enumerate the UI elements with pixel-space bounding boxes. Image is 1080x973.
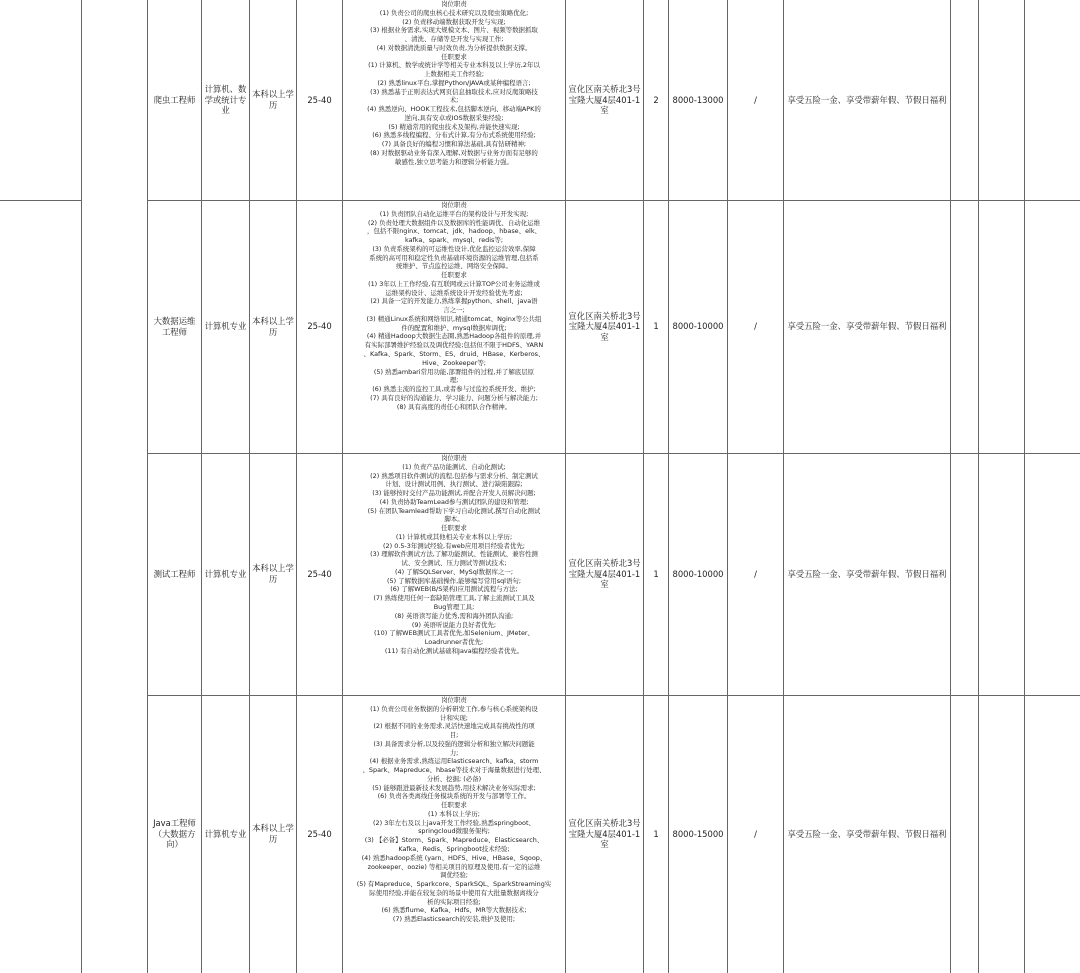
extra-cell: / [754,94,757,105]
table-row [0,0,1080,200]
location-cell: 宣化区南关桥北3号宝隆大厦4层401-1室 [568,818,641,850]
table-row [0,453,1080,695]
benefits-cell: 享受五险一金、享受带薪年假、节假日福利 [787,568,947,579]
age-cell: 25-40 [307,321,332,332]
table-row [0,200,1080,453]
requirements-cell: 岗位职责 (1) 负责产品功能测试、自动化测试; (2) 熟悉项目软件测试的流程,包括参与需求分析、制定测试 计划、设计测试用例、执行测试、进行缺陷跟踪; (3) 能够按时交付产品功能测试,并配合开发人员解决问题; (4) 负责协助TeamLead参与测试团队的建设和管理; (5) 在团队Teamlead帮助下学习自动化测试,撰写自动化测试 脚本。 任职要求 (1) 计算机或其他相关专业本科以上学历; (2) 0.5-3年测试经验,有web应用项目经验者优先; (3) 理解软件测试方法,了解功能测试、性能测试、兼容性测 试、安全测试、压力测试等测试技术; (4) 了解SQLServer、MySql数据库之一; (5) 了解数据库基础操作,能够编写常用sql语句; (6) 了解WEB(B/S架构)应用测试流程与方法; (7) 熟练使用任何一套缺陷管理工具,了解主流测试工具及 Bug管理工具; (8) 英语读写能力优秀,需和海外团队沟通; (9) 英语听说能力良好者优先; (10) 了解WEB测试工具者优先,如Selenium、JMeter、 Loadrunner者优先; (11) 有自动化测试基础和Java编程经验者优先。 [367,454,541,655]
salary-cell: 8000-13000 [672,94,724,105]
requirements-cell: 岗位职责 (1) 负责团队自动化运维平台的架构设计与开发实现; (2) 负责处理大数据组件以及数据库的性能调优、自动化运维 ，包括不限nginx、tomcat、jdk、hadoop、hbase、elk、 kafka、spark、mysql、redis等; (3) 负责系统架构的可运维性设计,优化监控运营效率,保障 系统的高可用和稳定性负责基础环境资源的运维管理,包括系 统维护、节点监控运维、网络安全保障。 任职要求 (1) 3年以上工作经验,有互联网或云计算TOP公司业务运维或 运维架构设计、运维系统设计开发经验优先考虑; (2) 具备一定的开发能力,熟练掌握python、shell、java语 言之一; (3) 精通Linux系统和网络知识,精通tomcat、Nginx等公共组 件的配置和维护、mysql数据库调优; (4) 精通Hadoop大数据生态圈,熟悉Hadoop各组件的原理,并 有实际部署维护经验以及调优经验;包括但不限于HDFS、YARN 、Kafka、Spark、Storm、ES、druid、HBase、Kerberos、 Hive、Zookeeper等; (5) 熟悉ambari常用功能,部署组件的过程,并了解底层原 理; (6) 熟悉主流的监控工具,或者参与过监控系统开发、维护; (7) 具有良好的沟通能力、学习能力、问题分析与解决能力; (8) 具有高度的责任心和团队合作精神。 [363,201,545,411]
requirements-cell: 岗位职责 (1) 负责公司业务数据的分析研发工作,参与核心系统架构设 计和实现; (2) 根据不同的业务需求,灵活快速地完成具有挑战性的项 目; (3) 具备需求分析,以及较强的逻辑分析和独立解决问题能 力; (4) 根据业务需求,熟练运用Elasticsearch、kafka、storm 、Spark、Mapreduce、hbase等技术对于海量数据进行处理、 分析、挖掘; (必备) (5) 能够跟进最新技术发展趋势,用技术解决业务实际需求; (6) 负责各类离线任务模块系统的开发与部署等工作。 任职要求 (1) 本科以上学历; (2) 3年左右及以上java开发工作经验,熟悉springboot、 springcloud微服务架构; (3) 【必备】Storm、Spark、Mapreduce、Elasticsearch、 Kafka、Redis、Springboot技术经验; (4) 熟悉hadoop系统 (yarn、HDFS、Hive、HBase、Sqoop、 zookeeper、oozie) 等相关项目的原理及使用,有一定的运维 调优经验; (5) 有Mapreduce、Sparkcore、SparkSQL、SparkStreaming实 际使用经验,并能在较复杂的场景中使用有大批量数据离线分 析的实际项目经验; (6) 熟悉flume、Kafka、Hdfs、MR等大数据技术; (7) 熟悉Elasticsearch的安装,维护及使用; [356,696,552,924]
major-cell: 计算机专业 [204,321,247,332]
salary-cell: 8000-15000 [672,828,724,839]
major-cell: 计算机、数学或统计专业 [204,84,247,116]
count-cell: 1 [653,828,659,839]
position-cell: 大数据运维工程师 [153,315,196,337]
education-cell: 本科以上学历 [252,89,294,110]
location-cell: 宣化区南关桥北3号宝隆大厦4层401-1室 [568,558,641,590]
extra-cell: / [754,568,757,579]
salary-cell: 8000-10000 [672,568,724,579]
position-cell: 测试工程师 [153,568,196,579]
age-cell: 25-40 [307,94,332,105]
position-cell: Java工程师（大数据方向） [153,818,196,850]
count-cell: 1 [653,568,659,579]
salary-cell: 8000-10000 [672,321,724,332]
education-cell: 本科以上学历 [252,563,294,584]
benefits-cell: 享受五险一金、享受带薪年假、节假日福利 [787,828,947,839]
major-cell: 计算机专业 [204,568,247,579]
extra-cell: / [754,828,757,839]
education-cell: 本科以上学历 [252,823,294,844]
requirements-cell: 岗位职责 (1) 负责公司的爬虫核心技术研究以及爬虫策略优化; (2) 负责移动端数据获取开发与实现; (3) 根据业务需求,实现大规模文本、图片、视频等数据抓取 、清洗、存储等是开发与实现工作; (4) 对数据清洗质量与时效负责,为分析提供数据支撑。 任职要求 (1) 计算机、数学或统计学等相关专业本科及以上学历,2年以 上数据相关工作经验; (2) 熟悉linux平台,掌握Python/JAVA或某种编程语言; (3) 熟悉基于正则表达式网页信息抽取技术,应对反爬策略技 术; (4) 熟悉逆向、HOOK工程技术,包括脚本逆向、移动端APK的 逆向,具有安卓或IOS数据采集经验; (5) 精通常用的爬虫技术及架构,并能快速实现; (6) 熟悉多线程编程、分布式计算,有分布式系统使用经验; (7) 具备良好的编程习惯和算法基础,具有钻研精神; (8) 对数据驱动业务有深入理解,对数据与业务方面有足够的 敏感性,独立思考能力和逻辑分析能力强。 [367,0,541,166]
location-cell: 宣化区南关桥北3号宝隆大厦4层401-1室 [568,310,641,342]
count-cell: 1 [653,321,659,332]
table-row [0,695,1080,973]
major-cell: 计算机专业 [204,828,247,839]
education-cell: 本科以上学历 [252,315,294,337]
benefits-cell: 享受五险一金、享受带薪年假、节假日福利 [787,321,947,332]
extra-cell: / [754,321,757,332]
position-cell: 爬虫工程师 [153,94,196,105]
location-cell: 宣化区南关桥北3号宝隆大厦4层401-1室 [568,84,641,116]
count-cell: 2 [653,94,659,105]
age-cell: 25-40 [307,568,332,579]
age-cell: 25-40 [307,828,332,839]
benefits-cell: 享受五险一金、享受带薪年假、节假日福利 [787,94,947,105]
